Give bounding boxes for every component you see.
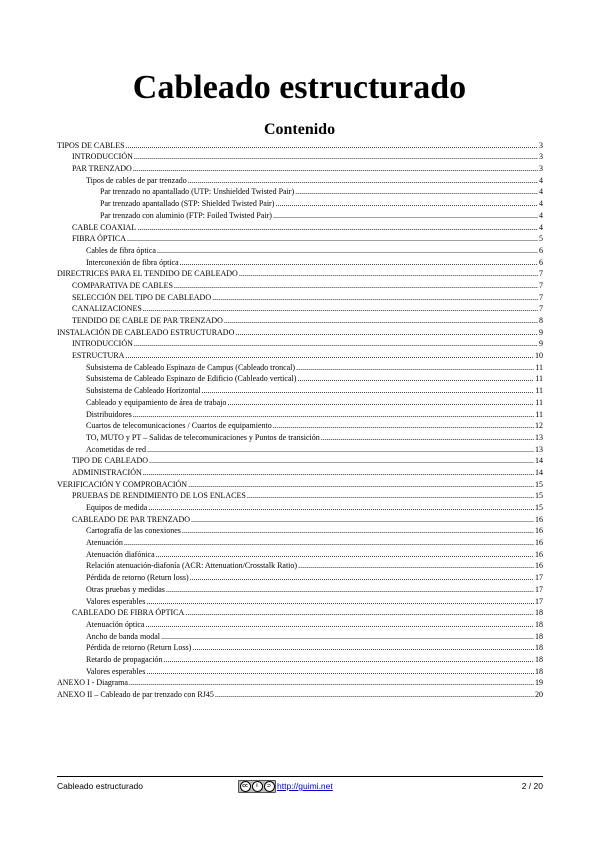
toc-entry-page: 11 (535, 374, 543, 384)
toc-heading: Contenido (263, 121, 336, 138)
toc-entry[interactable] (57, 525, 543, 537)
toc-entry-title[interactable]: Pérdida de retorno (Return loss) (86, 573, 189, 583)
toc-entry-title[interactable]: Cuartos de telecomunicaciones / Cuartos de equipamiento (86, 421, 272, 431)
toc-entry-title[interactable]: Par trenzado no apantallado (UTP: Unshielded Twisted Pair) (100, 187, 295, 197)
toc-entry[interactable] (57, 455, 543, 467)
toc-entry[interactable] (57, 548, 543, 560)
toc-entry-title[interactable]: SELECCIÓN DEL TIPO DE CABLEADO (72, 292, 212, 302)
toc-entry-title[interactable]: Cables de fibra óptica (86, 245, 156, 255)
toc-entry-title[interactable]: TIPO DE CABLEADO (72, 456, 148, 466)
toc-dot-leader (297, 373, 534, 384)
toc-entry-page: 18 (535, 619, 543, 629)
toc-entry-title[interactable]: Relación atenuación-diafonía (ACR: Attenuation/Crosstalk Ratio) (86, 561, 298, 571)
toc-entry[interactable] (57, 197, 543, 209)
toc-dot-leader (295, 186, 538, 197)
toc-entry-title[interactable]: CANALIZACIONES (72, 304, 142, 314)
toc-entry-page: 7 (539, 304, 543, 314)
toc-entry-page: 3 (539, 152, 543, 162)
toc-dot-leader (273, 420, 534, 431)
toc-entry[interactable] (57, 513, 543, 525)
toc-entry-page: 13 (535, 444, 543, 454)
toc-entry[interactable] (57, 677, 543, 689)
toc-entry[interactable] (57, 443, 543, 455)
toc-entry-page: 7 (539, 292, 543, 302)
toc-entry-page: 9 (539, 327, 543, 337)
toc-dot-leader (239, 268, 538, 279)
toc-entry[interactable] (57, 338, 543, 350)
toc-entry-page: 18 (535, 631, 543, 641)
footer-page-number: 2 / 20 (521, 781, 543, 791)
toc-entry[interactable] (57, 233, 543, 245)
toc-entry[interactable] (57, 571, 543, 583)
toc-dot-leader (174, 280, 538, 291)
toc-dot-leader (188, 175, 538, 186)
toc-entry[interactable] (57, 314, 543, 326)
toc-entry[interactable] (57, 478, 543, 490)
toc-dot-leader (143, 303, 538, 314)
toc-dot-leader (137, 222, 538, 233)
toc-dot-leader (146, 666, 534, 677)
toc-entry-title[interactable]: PAR TRENZADO (72, 164, 132, 174)
toc-entry[interactable] (57, 244, 543, 256)
toc-entry-page: 16 (535, 549, 543, 559)
toc-entry[interactable] (57, 186, 543, 198)
toc-dot-leader (180, 257, 538, 268)
toc-entry-title[interactable]: Valores esperables (86, 596, 146, 606)
toc-entry-page: 12 (535, 421, 543, 431)
toc-entry-page: 8 (539, 316, 543, 325)
toc-entry-page: 16 (535, 514, 543, 524)
toc-dot-leader (296, 362, 534, 373)
toc-entry-page: 5 (539, 234, 543, 244)
toc-dot-leader (133, 163, 538, 174)
toc-entry[interactable] (57, 642, 543, 654)
toc-entry-title[interactable]: Subsistema de Cableado Espinazo de Edificio (Cableado vertical) (86, 374, 297, 384)
toc-entry-title[interactable]: Subsistema de Cableado Espinazo de Campus (Cableado troncal) (86, 362, 296, 372)
toc-entry[interactable] (57, 466, 543, 478)
toc-entry-title[interactable]: CABLEADO DE PAR TRENZADO (72, 514, 191, 524)
toc-entry-page: 4 (539, 199, 543, 209)
toc-entry[interactable] (57, 256, 543, 268)
toc-dot-leader (190, 572, 534, 583)
toc-entry[interactable] (57, 408, 543, 420)
toc-entry-page: 14 (535, 467, 543, 477)
toc-entry-title[interactable]: ADMINISTRACIÓN (72, 467, 142, 477)
toc-entry-title[interactable]: Otras pruebas y medidas (86, 584, 165, 594)
toc-entry[interactable] (57, 607, 543, 619)
toc-entry-title[interactable]: Atenuación diafónica (86, 549, 155, 559)
toc-entry-title[interactable]: ANEXO II – Cableado de par trenzado con RJ45 (57, 690, 214, 699)
toc-entry[interactable] (57, 373, 543, 385)
toc-dot-leader (157, 245, 538, 256)
toc-entry-page: 6 (539, 245, 543, 255)
toc-entry-title[interactable]: Equipos de medida (86, 503, 148, 512)
toc-entry-title[interactable]: Subsistema de Cableado Horizontal (86, 386, 201, 396)
toc-entry-title[interactable]: PRUEBAS DE RENDIMIENTO DE LOS ENLACES (72, 491, 246, 501)
toc-entry-title[interactable]: INSTALACIÓN DE CABLEADO ESTRUCTURADO (57, 327, 235, 337)
toc-entry[interactable] (57, 349, 543, 361)
toc-dot-leader (275, 198, 538, 209)
toc-entry-title[interactable]: Tipos de cables de par trenzado (86, 175, 187, 185)
toc-entry-title[interactable]: Retardo de propagación (86, 654, 163, 664)
toc-dot-leader (191, 514, 534, 525)
toc-entry-page: 20 (535, 690, 543, 699)
toc-dot-leader (125, 350, 534, 361)
toc-entry-title[interactable]: Interconexión de fibra óptica (86, 257, 179, 267)
toc-dot-leader (143, 467, 534, 478)
toc-dot-leader (247, 490, 534, 501)
toc-dot-leader (134, 151, 538, 162)
toc-dot-leader (188, 479, 534, 490)
toc-entry-page: 4 (539, 210, 543, 220)
toc-entry-page: 7 (539, 269, 543, 279)
toc-entry-title[interactable]: Par trenzado con aluminio (FTP: Foiled Twisted Pair) (100, 210, 272, 220)
toc-entry-page: 3 (539, 164, 543, 174)
table-of-contents (57, 139, 543, 700)
toc-dot-leader (185, 607, 534, 618)
toc-entry-page: 3 (539, 140, 543, 150)
toc-dot-leader (149, 455, 534, 466)
toc-entry[interactable] (57, 431, 543, 443)
toc-entry-page: 9 (539, 339, 543, 349)
toc-entry-page: 6 (539, 257, 543, 267)
toc-entry-page: 16 (535, 561, 543, 571)
toc-dot-leader (148, 502, 534, 513)
toc-entry-page: 4 (539, 175, 543, 185)
toc-dot-leader (166, 584, 534, 595)
toc-entry[interactable] (57, 688, 543, 700)
toc-entry[interactable] (57, 665, 543, 677)
toc-entry[interactable] (57, 291, 543, 303)
toc-entry-title[interactable]: ANEXO I - Diagrama (57, 678, 128, 688)
toc-dot-leader (215, 689, 534, 700)
toc-dot-leader (129, 677, 534, 688)
toc-entry-page: 18 (535, 666, 543, 676)
toc-entry-page: 11 (535, 362, 543, 372)
toc-entry-title[interactable]: Distribuidores (86, 409, 132, 419)
toc-entry-title[interactable]: Cartografía de las conexiones (86, 526, 181, 536)
toc-entry-title[interactable]: CABLE COAXIAL (72, 222, 137, 232)
toc-entry[interactable] (57, 162, 543, 174)
toc-entry-page: 16 (535, 538, 543, 548)
toc-dot-leader (273, 210, 538, 221)
toc-dot-leader (227, 397, 534, 408)
toc-entry[interactable] (57, 420, 543, 432)
toc-entry-title[interactable]: TO, MUTO y PT – Salidas de telecomunicaciones y Puntos de transición (86, 432, 320, 442)
toc-entry-title[interactable]: FIBRA ÓPTICA (72, 234, 127, 244)
toc-entry-page: 14 (535, 456, 543, 466)
toc-entry[interactable] (57, 396, 543, 408)
toc-dot-leader (161, 631, 534, 642)
toc-entry-title[interactable]: COMPARATIVA DE CABLES (72, 280, 173, 290)
toc-entry[interactable] (57, 536, 543, 548)
toc-dot-leader (235, 327, 538, 338)
toc-dot-leader (321, 432, 534, 443)
toc-entry-page: 17 (535, 596, 543, 606)
toc-dot-leader (182, 525, 534, 536)
toc-entry-page: 17 (535, 573, 543, 583)
toc-dot-leader (163, 654, 534, 665)
toc-dot-leader (147, 444, 534, 455)
toc-dot-leader (146, 596, 534, 607)
toc-entry-page: 4 (539, 187, 543, 197)
toc-entry-title[interactable]: INTRODUCCIÓN (72, 152, 133, 162)
toc-entry-page: 18 (535, 608, 543, 618)
toc-dot-leader (298, 560, 534, 571)
toc-entry[interactable] (57, 221, 543, 233)
toc-entry[interactable] (57, 174, 543, 186)
toc-entry[interactable] (57, 209, 543, 221)
toc-entry[interactable] (57, 630, 543, 642)
toc-dot-leader (126, 140, 538, 151)
toc-dot-leader (124, 537, 534, 548)
toc-entry[interactable] (57, 384, 543, 396)
toc-entry-title[interactable]: DIRECTRICES PARA EL TENDIDO DE CABLEADO (57, 269, 238, 279)
toc-entry[interactable] (57, 595, 543, 607)
toc-entry[interactable] (57, 268, 543, 280)
toc-entry-page: 16 (535, 526, 543, 536)
toc-dot-leader (192, 642, 534, 653)
footer-title: Cableado estructurado (57, 781, 144, 791)
toc-entry[interactable] (57, 653, 543, 665)
toc-entry[interactable] (57, 151, 543, 163)
toc-entry-title[interactable]: Pérdida de retorno (Return Loss) (86, 643, 192, 653)
toc-entry-title[interactable]: Atenuación óptica (86, 619, 145, 629)
toc-entry-title[interactable]: Atenuación (86, 538, 123, 548)
toc-entry-page: 15 (535, 479, 543, 489)
cc-by-sa-icon: cc i ⊃ (238, 780, 276, 793)
toc-entry-title[interactable]: Ancho de banda modal (86, 631, 160, 641)
toc-entry-page: 10 (535, 351, 543, 361)
toc-entry-title[interactable]: VERIFICACIÓN Y COMPROBACIÓN (57, 479, 188, 489)
document-title: Cableado estructurado (132, 69, 467, 106)
toc-entry-page: 15 (535, 503, 543, 512)
toc-entry-page: 7 (539, 280, 543, 290)
toc-entry-title[interactable]: Valores esperables (86, 666, 146, 676)
toc-dot-leader (127, 233, 538, 244)
toc-entry[interactable] (57, 139, 543, 151)
toc-entry-page: 13 (535, 432, 543, 442)
toc-entry[interactable] (57, 361, 543, 373)
toc-entry[interactable] (57, 326, 543, 338)
toc-entry-title[interactable]: Par trenzado apantallado (STP: Shielded Twisted Pair) (100, 199, 275, 209)
toc-entry-page: 11 (535, 397, 543, 407)
toc-entry-title[interactable]: CABLEADO DE FIBRA ÓPTICA (72, 608, 185, 618)
toc-entry-page: 11 (535, 386, 543, 396)
toc-entry[interactable] (57, 560, 543, 572)
toc-dot-leader (201, 385, 534, 396)
toc-dot-leader (156, 549, 534, 560)
toc-entry[interactable] (57, 583, 543, 595)
toc-entry-page: 15 (535, 491, 543, 501)
toc-dot-leader (212, 292, 538, 303)
toc-entry-title[interactable]: INTRODUCCIÓN (72, 339, 133, 349)
toc-entry[interactable] (57, 303, 543, 315)
toc-entry-page: 18 (535, 654, 543, 664)
toc-dot-leader (134, 338, 538, 349)
toc-entry[interactable] (57, 490, 543, 502)
toc-entry-title[interactable]: TIPOS DE CABLES (57, 140, 125, 150)
toc-dot-leader (224, 315, 538, 326)
toc-entry-page: 4 (539, 222, 543, 232)
toc-entry-page: 19 (535, 678, 543, 688)
toc-entry-page: 17 (535, 584, 543, 594)
toc-entry[interactable] (57, 279, 543, 291)
toc-entry-title[interactable]: TENDIDO DE CABLE DE PAR TRENZADO (72, 316, 223, 325)
footer-link[interactable]: http://guimi.net (277, 781, 333, 791)
toc-entry-page: 18 (535, 643, 543, 653)
toc-entry[interactable] (57, 618, 543, 630)
toc-dot-leader (133, 409, 535, 420)
toc-entry-title[interactable]: Cableado y equipamiento de área de trabajo (86, 397, 227, 407)
toc-entry-title[interactable]: Acometidas de red (86, 444, 146, 454)
toc-dot-leader (145, 619, 534, 630)
toc-entry[interactable] (57, 501, 543, 513)
toc-entry-page: 11 (535, 409, 543, 419)
toc-entry-title[interactable]: ESTRUCTURA (72, 351, 125, 361)
page-footer (57, 776, 543, 795)
